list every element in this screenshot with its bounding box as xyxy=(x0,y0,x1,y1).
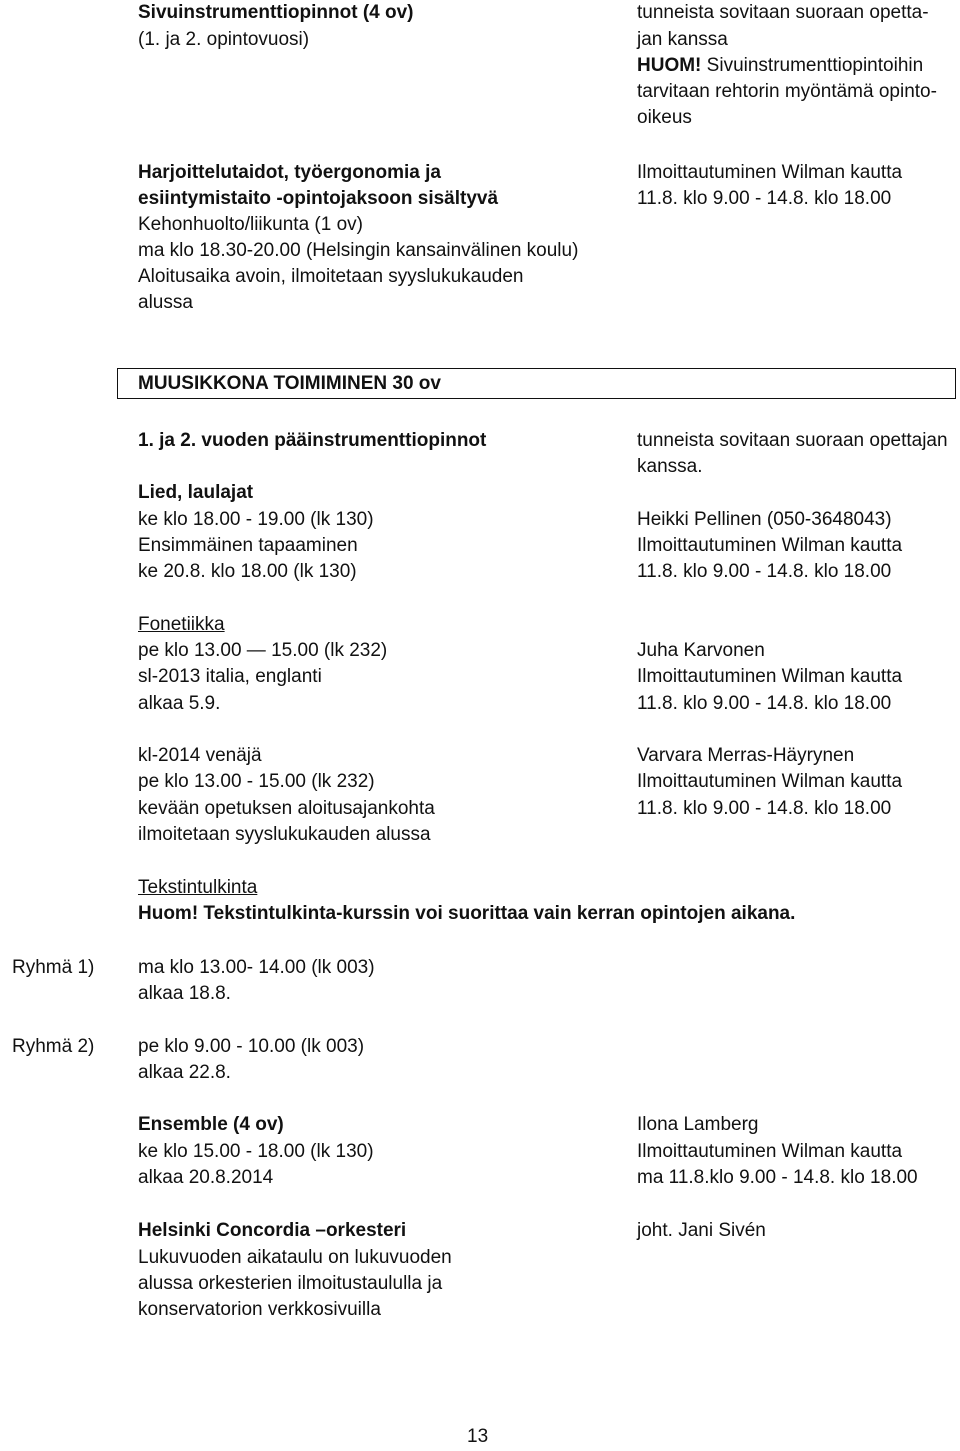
group2-time: pe klo 9.00 - 10.00 (lk 003) xyxy=(138,1036,365,1057)
orchestra-conductor: joht. Jani Sivén xyxy=(637,1220,766,1241)
heading-lied: Lied, laulajat xyxy=(138,482,254,503)
ensemble-registration-dates: ma 11.8.klo 9.00 - 14.8. klo 18.00 xyxy=(637,1167,918,1188)
fonetiikka-time: pe klo 13.00 — 15.00 (lk 232) xyxy=(138,640,388,661)
group2-label: Ryhmä 2) xyxy=(12,1036,95,1057)
heading-fonetiikka: Fonetiikka xyxy=(138,614,225,635)
sivu-right-line5: oikeus xyxy=(637,107,692,128)
fonetiikka-start: alkaa 5.9. xyxy=(138,693,221,714)
russian-registration-dates: 11.8. klo 9.00 - 14.8. klo 18.00 xyxy=(637,798,892,819)
russian-time: pe klo 13.00 - 15.00 (lk 232) xyxy=(138,771,375,792)
heading-paainstrumentti: 1. ja 2. vuoden pääinstrumenttiopinnot xyxy=(138,430,487,451)
heading-tekstintulkinta: Tekstintulkinta xyxy=(138,877,258,898)
lied-first-meeting-time: ke 20.8. klo 18.00 (lk 130) xyxy=(138,561,357,582)
kehonhuolto-start: Aloitusaika avoin, ilmoitetaan syyslukukauden xyxy=(138,266,524,287)
page-number: 13 xyxy=(467,1426,489,1447)
kehonhuolto-start-2: alussa xyxy=(138,292,193,313)
sivu-registration-dates: 11.8. klo 9.00 - 14.8. klo 18.00 xyxy=(637,188,892,209)
russian-start-2: ilmoitetaan syyslukukauden alussa xyxy=(138,824,431,845)
sivu-right-line4: tarvitaan rehtorin myöntämä opinto- xyxy=(637,81,937,102)
huom-label: HUOM! xyxy=(637,55,702,76)
sivu-huom-line xyxy=(637,53,923,80)
sivu-right-line2: jan kanssa xyxy=(637,29,728,50)
russian-teacher: Varvara Merras-Häyrynen xyxy=(637,745,855,766)
heading-sivuinstrumentti-years: (1. ja 2. opintovuosi) xyxy=(138,29,310,50)
lied-time: ke klo 18.00 - 19.00 (lk 130) xyxy=(138,509,374,530)
fonetiikka-registration: Ilmoittautuminen Wilman kautta xyxy=(637,666,903,687)
russian-registration: Ilmoittautuminen Wilman kautta xyxy=(637,771,903,792)
sivu-registration: Ilmoittautuminen Wilman kautta xyxy=(637,162,903,183)
heading-sivuinstrumentti: Sivuinstrumenttiopinnot (4 ov) xyxy=(138,2,414,23)
heading-orchestra: Helsinki Concordia –orkesteri xyxy=(138,1220,407,1241)
fonetiikka-languages: sl-2013 italia, englanti xyxy=(138,666,322,687)
group1-time: ma klo 13.00- 14.00 (lk 003) xyxy=(138,957,375,978)
ensemble-registration: Ilmoittautuminen Wilman kautta xyxy=(637,1141,903,1162)
paainstrumentti-right1: tunneista sovitaan suoraan opettajan xyxy=(637,430,948,451)
group1-start: alkaa 18.8. xyxy=(138,983,231,1004)
sivu-right-line1: tunneista sovitaan suoraan opetta- xyxy=(637,2,929,23)
orchestra-line2: alussa orkesterien ilmoitustaululla ja xyxy=(138,1273,443,1294)
section-header: MUUSIKKONA TOIMIMINEN 30 ov xyxy=(138,373,441,394)
fonetiikka-registration-dates: 11.8. klo 9.00 - 14.8. klo 18.00 xyxy=(637,693,892,714)
kehonhuolto-line: Kehonhuolto/liikunta (1 ov) xyxy=(138,214,363,235)
group1-label: Ryhmä 1) xyxy=(12,957,95,978)
group2-start: alkaa 22.8. xyxy=(138,1062,231,1083)
lied-registration-dates: 11.8. klo 9.00 - 14.8. klo 18.00 xyxy=(637,561,892,582)
ensemble-start: alkaa 20.8.2014 xyxy=(138,1167,274,1188)
tekstintulkinta-note: Huom! Tekstintulkinta-kurssin voi suorittaa vain kerran opintojen aikana. xyxy=(138,903,796,924)
ensemble-time: ke klo 15.00 - 18.00 (lk 130) xyxy=(138,1141,374,1162)
heading-ensemble: Ensemble (4 ov) xyxy=(138,1114,284,1135)
lied-registration: Ilmoittautuminen Wilman kautta xyxy=(637,535,903,556)
paainstrumentti-right2: kanssa. xyxy=(637,456,703,477)
russian-start: kevään opetuksen aloitusajankohta xyxy=(138,798,435,819)
lied-first-meeting: Ensimmäinen tapaaminen xyxy=(138,535,358,556)
huom-text: Sivuinstrumenttiopintoihin xyxy=(701,55,924,76)
lied-teacher: Heikki Pellinen (050-3648043) xyxy=(637,509,892,530)
kehonhuolto-time: ma klo 18.30-20.00 (Helsingin kansainvälinen koulu) xyxy=(138,240,579,261)
orchestra-line3: konservatorion verkkosivuilla xyxy=(138,1299,381,1320)
ensemble-teacher: Ilona Lamberg xyxy=(637,1114,759,1135)
heading-harjoittelutaidot-2: esiintymistaito -opintojaksoon sisältyvä xyxy=(138,188,499,209)
fonetiikka-teacher: Juha Karvonen xyxy=(637,640,765,661)
heading-harjoittelutaidot: Harjoittelutaidot, työergonomia ja xyxy=(138,162,441,183)
orchestra-line1: Lukuvuoden aikataulu on lukuvuoden xyxy=(138,1247,452,1268)
russian-title: kl-2014 venäjä xyxy=(138,745,262,766)
